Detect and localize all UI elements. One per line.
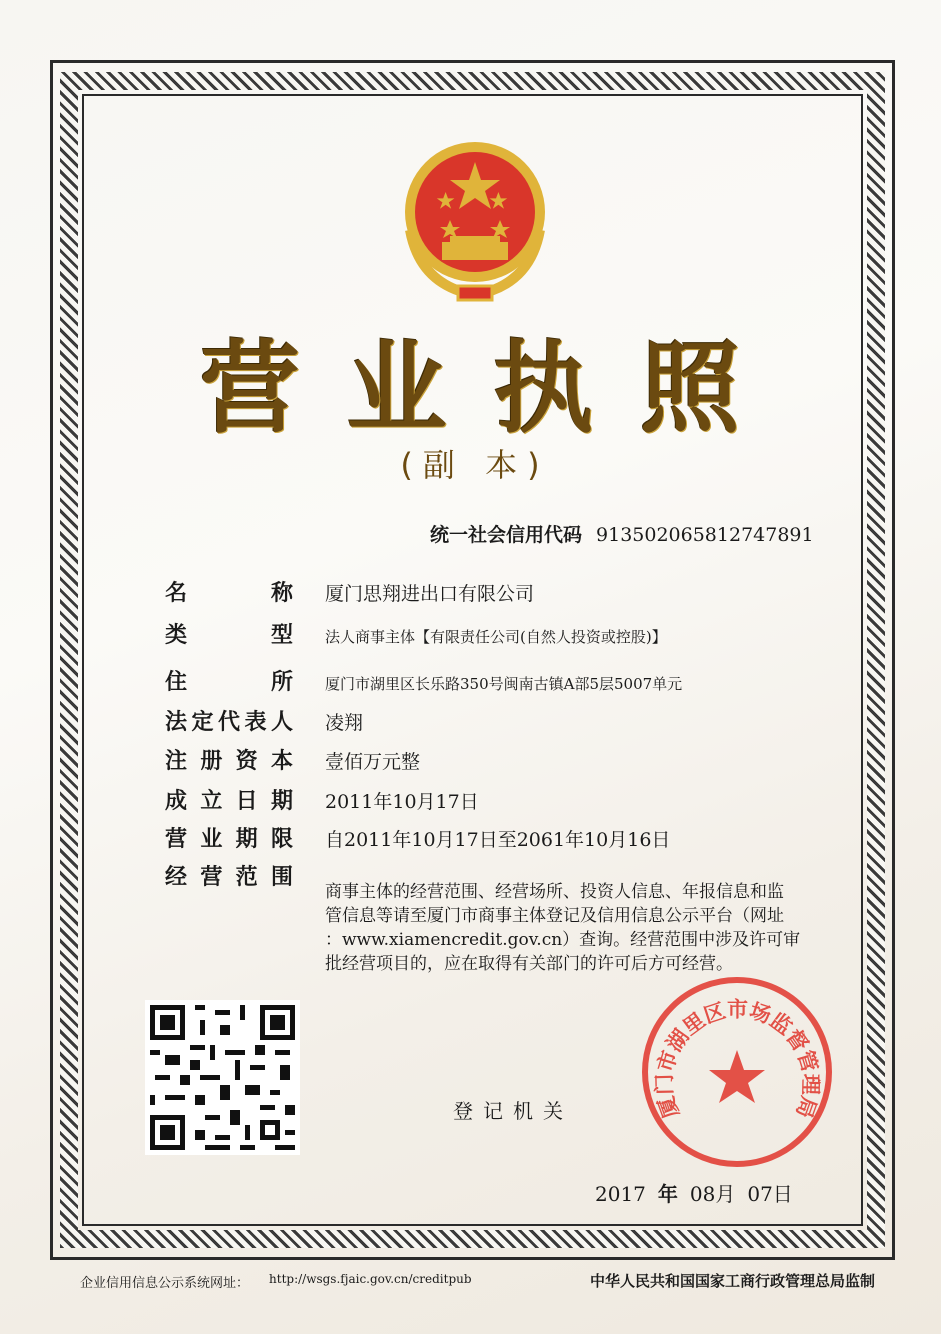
credit-code-row (430, 520, 814, 550)
qr-code[interactable] (145, 1000, 300, 1155)
scope-line: 管信息等请至厦门市商事主体登记及信用信息公示平台（网址 (325, 906, 784, 926)
title-char-4: 照 (639, 330, 740, 447)
scope-line: ：www.xiamencredit.gov.cn）查询。经营范围中涉及许可审 (325, 930, 801, 950)
footer-website-label: 企业信用信息公示系统网址： (80, 1276, 250, 1291)
credit-code-value: 913502065812747891 (596, 524, 814, 546)
issue-date (595, 1178, 793, 1207)
field-label: 注 册 资 本 (165, 749, 293, 774)
footer-issuer: 中华人民共和国国家工商行政管理总局监制 (590, 1272, 876, 1290)
official-seal (640, 975, 835, 1170)
issue-year: 2017 (595, 1182, 646, 1206)
scope-line: 商事主体的经营范围、经营场所、投资人信息、年报信息和监 (325, 882, 784, 902)
establishment-date: 2011年10月17日 (325, 791, 479, 813)
company-name: 厦门思翔进出口有限公司 (325, 583, 535, 605)
scope-line: 批经营项目的，应在取得有关部门的许可后方可经营。 (325, 954, 733, 974)
field-type (165, 618, 667, 650)
legal-representative: 凌翔 (325, 712, 364, 734)
certificate-title (200, 320, 740, 447)
seal-text: 厦门市湖里区市场监督管理局 (652, 997, 823, 1122)
business-scope-text (325, 880, 835, 976)
field-label: 经 营 范 围 (165, 865, 293, 890)
title-char-2: 业 (346, 330, 447, 447)
field-label: 法 定 代 表 人 (165, 710, 293, 735)
field-established (165, 784, 479, 816)
issue-year-unit: 年 (657, 1182, 678, 1206)
field-scope (165, 860, 293, 892)
national-emblem (380, 120, 570, 310)
field-label: 成 立 日 期 (165, 789, 293, 814)
field-label: 营 业 期 限 (165, 827, 293, 852)
footer-website (80, 1272, 472, 1291)
registered-capital: 壹佰万元整 (325, 751, 421, 773)
field-term (165, 822, 670, 854)
business-term: 自2011年10月17日至2061年10月16日 (325, 829, 671, 851)
footer-website-url[interactable]: http://wsgs.fjaic.gov.cn/creditpub (269, 1272, 472, 1286)
company-address: 厦门市湖里区长乐路350号闽南古镇A部5层5007单元 (325, 675, 683, 693)
field-label: 类 型 (165, 623, 293, 648)
issue-day: 07日 (747, 1182, 793, 1206)
company-type: 法人商事主体【有限责任公司(自然人投资或控股)】 (325, 628, 667, 646)
certificate-subtitle: (副 本) (400, 446, 550, 484)
title-char-3: 执 (493, 330, 594, 447)
credit-code-label: 统一社会信用代码 (430, 524, 583, 546)
title-char-1: 营 (200, 330, 300, 447)
field-legal-rep (165, 705, 363, 737)
field-address (165, 665, 682, 697)
field-label: 住 所 (165, 670, 293, 695)
field-label: 名 称 (165, 581, 293, 606)
issue-month: 08月 (689, 1182, 736, 1206)
registration-authority: 登记机关 (453, 1099, 573, 1123)
field-capital (165, 744, 420, 776)
field-name (165, 576, 534, 608)
